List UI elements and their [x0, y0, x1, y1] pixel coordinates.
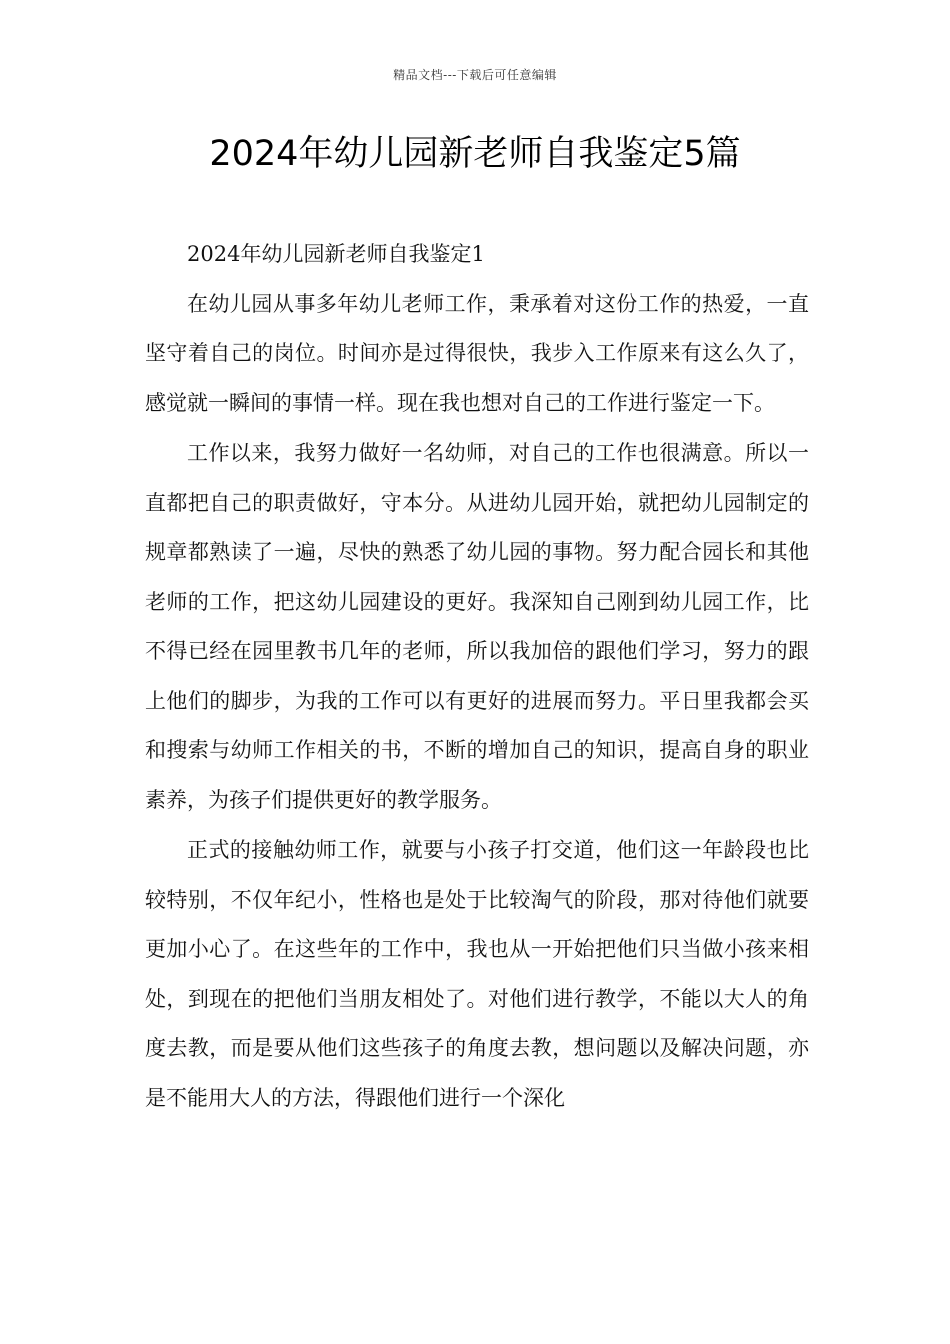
paragraph: 工作以来，我努力做好一名幼师，对自己的工作也很满意。所以一直都把自己的职责做好，守本分。从进幼儿园开始，就把幼儿园制定的规章都熟读了一遍，尽快的熟悉了幼儿园的事物。努力配合园长和其他老师的工作，把这幼儿园建设的更好。我深知自己刚到幼儿园工作，比不得已经在园里教书几年的老师，所以我加倍的跟他们学习，努力的跟上他们的脚步，为我的工作可以有更好的进展而努力。平日里我都会买和搜索与幼师工作相关的书，不断的增加自己的知识，提高自身的职业素养，为孩子们提供更好的教学服务。 [145, 441, 809, 812]
header-note: 精品文档---下载后可任意编辑 [393, 68, 557, 82]
document-body [145, 230, 809, 1124]
paragraph: 正式的接触幼师工作，就要与小孩子打交道，他们这一年龄段也比较特别，不仅年纪小，性格也是处于比较淘气的阶段，那对待他们就要更加小心了。在这些年的工作中，我也从一开始把他们只当做小孩来相处，到现在的把他们当朋友相处了。对他们进行教学，不能以大人的角度去教，而是要从他们这些孩子的角度去教，想问题以及解决问题，亦是不能用大人的方法，得跟他们进行一个深化 [145, 838, 809, 1110]
paragraph: 在幼儿园从事多年幼儿老师工作，秉承着对这份工作的热爱，一直坚守着自己的岗位。时间亦是过得很快，我步入工作原来有这么久了，感觉就一瞬间的事情一样。现在我也想对自己的工作进行鉴定一下。 [145, 291, 809, 415]
document-title: 2024年幼儿园新老师自我鉴定5篇 [209, 134, 741, 174]
section-heading: 2024年幼儿园新老师自我鉴定1 [187, 242, 485, 266]
